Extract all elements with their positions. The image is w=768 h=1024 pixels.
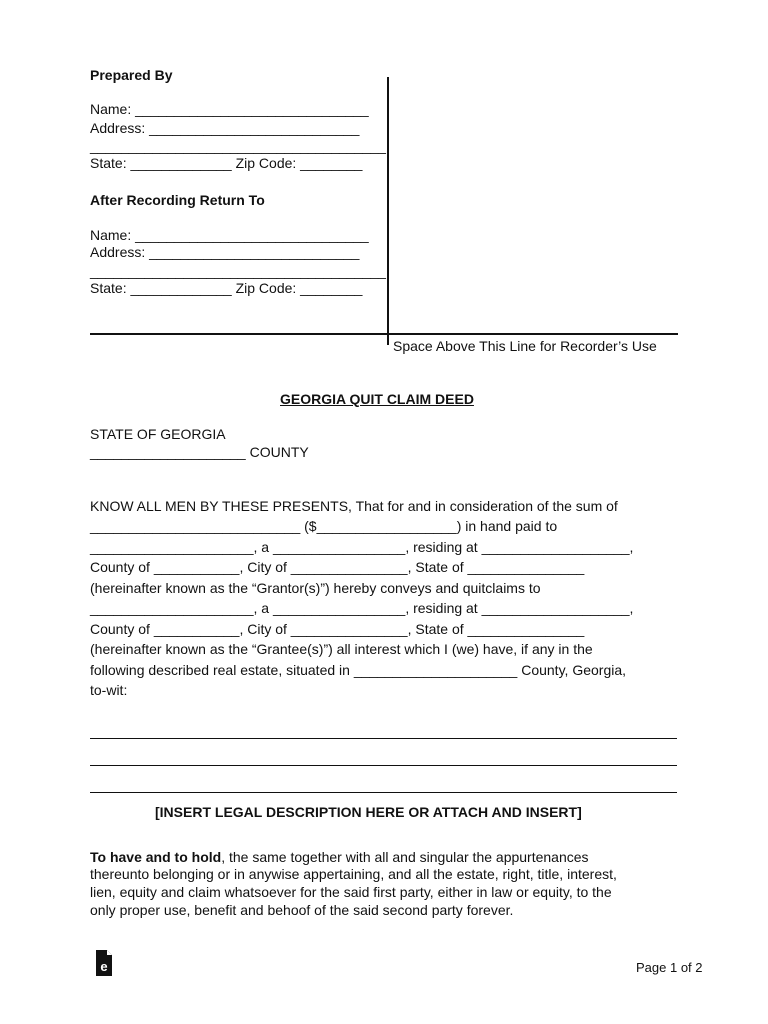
recorder-use-note: Space Above This Line for Recorder’s Use — [393, 338, 657, 354]
body-line-grantor-location-field[interactable]: County of ___________, City of _______________, State of _______________ — [90, 559, 585, 575]
legal-description-line[interactable] — [90, 738, 677, 739]
habendum-line: only proper use, benefit and behoof of the said second party forever. — [90, 902, 514, 918]
body-line: to-wit: — [90, 682, 128, 698]
habendum-first-line — [90, 849, 589, 866]
habendum-line: thereunto belonging or in anywise appertaining, and all the estate, right, title, interest, — [90, 866, 617, 882]
prepared-by-state-zip-field[interactable]: State: _____________ Zip Code: ________ — [90, 155, 363, 171]
habendum-line: lien, equity and claim whatsoever for the said first party, either in law or equity, to the — [90, 884, 612, 900]
page-number: Page 1 of 2 — [636, 960, 703, 975]
county-field[interactable]: ____________________ COUNTY — [90, 444, 309, 460]
body-line: KNOW ALL MEN BY THESE PRESENTS, That for and in consideration of the sum of — [90, 498, 618, 514]
body-line-grantee-location-field[interactable]: County of ___________, City of _______________, State of _______________ — [90, 621, 585, 637]
legal-description-placeholder: [INSERT LEGAL DESCRIPTION HERE OR ATTACH AND INSERT] — [155, 804, 582, 820]
body-line: (hereinafter known as the “Grantor(s)”) hereby conveys and quitclaims to — [90, 580, 541, 596]
prepared-by-address-field[interactable]: Address: ___________________________ — [90, 120, 360, 136]
prepared-by-name-field[interactable]: Name: ______________________________ — [90, 101, 369, 117]
body-line-consideration-field[interactable]: ___________________________ ($__________________) in hand paid to — [90, 518, 558, 534]
body-line-county-field[interactable]: following described real estate, situated in _____________________ County, Georgia, — [90, 662, 627, 678]
return-to-address-line2-field[interactable]: ______________________________________ — [90, 263, 386, 279]
prepared-by-address-line2-field[interactable]: ______________________________________ — [90, 138, 386, 154]
body-line-grantee-field[interactable]: _____________________, a _________________, residing at ___________________, — [90, 600, 634, 616]
document-title: GEORGIA QUIT CLAIM DEED — [280, 391, 474, 407]
recorder-horizontal-divider — [90, 333, 678, 335]
prepared-by-heading: Prepared By — [90, 67, 173, 83]
return-to-state-zip-field[interactable]: State: _____________ Zip Code: ________ — [90, 280, 363, 296]
legal-description-line[interactable] — [90, 765, 677, 766]
legal-description-line[interactable] — [90, 792, 677, 793]
recorder-vertical-divider — [387, 77, 389, 345]
body-line: (hereinafter known as the “Grantee(s)”) all interest which I (we) have, if any in the — [90, 641, 593, 657]
return-to-name-field[interactable]: Name: ______________________________ — [90, 227, 369, 243]
habendum-lead: To have and to hold — [90, 849, 222, 865]
state-of-georgia-label: STATE OF GEORGIA — [90, 426, 226, 442]
eforms-logo-icon — [94, 950, 114, 978]
habendum-lead-rest: , the same together with all and singular the appurtenances — [221, 849, 589, 865]
svg-text:e: e — [100, 959, 108, 974]
return-to-address-field[interactable]: Address: ___________________________ — [90, 244, 360, 260]
body-line-grantor-field[interactable]: _____________________, a _________________, residing at ___________________, — [90, 539, 634, 555]
after-recording-heading: After Recording Return To — [90, 192, 265, 208]
